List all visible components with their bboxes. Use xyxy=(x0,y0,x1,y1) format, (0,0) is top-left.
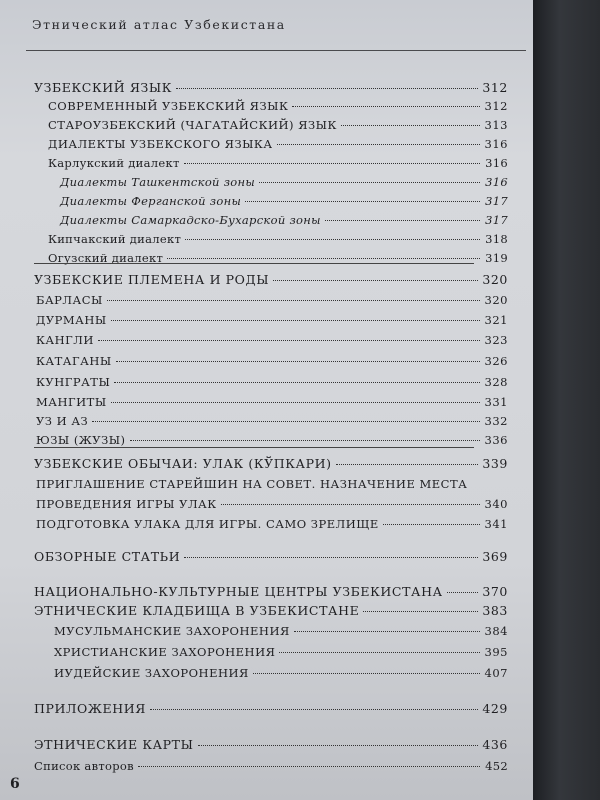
toc-entry-title: МАНГИТЫ xyxy=(36,395,107,409)
toc-entry-title-line1: ПРИГЛАШЕНИЕ СТАРЕЙШИН НА СОВЕТ. НАЗНАЧЕНИЕ МЕСТА xyxy=(36,477,468,491)
toc-entry xyxy=(36,395,508,409)
toc-entry-page: 341 xyxy=(484,517,508,531)
toc-entry-page: 395 xyxy=(484,645,508,659)
toc-leader-dots xyxy=(107,300,480,301)
toc-leader-dots xyxy=(184,163,480,164)
toc-entry-page: 328 xyxy=(484,375,508,389)
toc-entry-page: 369 xyxy=(482,549,508,564)
toc-leader-dots xyxy=(245,201,480,202)
toc-entry-title: ДУРМАНЫ xyxy=(36,313,107,327)
toc-entry-title: Диалекты Ферганской зоны xyxy=(60,194,242,208)
toc-entry xyxy=(34,549,508,564)
toc-leader-dots xyxy=(138,766,480,767)
toc-entry xyxy=(36,497,508,511)
toc-entry xyxy=(60,213,508,227)
toc-entry xyxy=(36,433,508,447)
toc-entry-page: 312 xyxy=(484,99,508,113)
toc-entry-page: 312 xyxy=(482,80,508,95)
toc-leader-dots xyxy=(221,504,480,505)
toc-entry-page: 317 xyxy=(485,213,508,227)
toc-entry-page: 370 xyxy=(482,584,508,599)
toc-leader-dots xyxy=(176,88,478,89)
toc-entry-title: ПРОВЕДЕНИЯ ИГРЫ УЛАК xyxy=(36,497,217,511)
toc-leader-dots xyxy=(277,144,480,145)
toc-leader-dots xyxy=(363,611,478,612)
toc-entry xyxy=(48,156,508,170)
toc-entry xyxy=(34,603,508,618)
toc-entry xyxy=(34,759,508,773)
toc-entry-title: ЮЗЫ (ЖУЗЫ) xyxy=(36,433,126,447)
toc-entry-title: Кипчакский диалект xyxy=(48,232,182,246)
toc-entry-title: Огузский диалект xyxy=(48,251,164,265)
toc-entry-page: 340 xyxy=(484,497,508,511)
toc-leader-dots xyxy=(292,106,480,107)
toc-entry-title: КАТАГАНЫ xyxy=(36,354,112,368)
toc-entry xyxy=(36,517,508,531)
toc-entry-title: УЗ И АЗ xyxy=(36,414,89,428)
toc-entry-page: 436 xyxy=(482,737,508,752)
toc-entry-page: 317 xyxy=(485,194,508,208)
toc-leader-dots xyxy=(114,382,480,383)
toc-leader-dots xyxy=(253,673,480,674)
toc-entry-title: ИУДЕЙСКИЕ ЗАХОРОНЕНИЯ xyxy=(54,666,249,680)
toc-entry-title: ОБЗОРНЫЕ СТАТЬИ xyxy=(34,549,181,564)
toc-entry xyxy=(36,375,508,389)
toc-entry-title: СОВРЕМЕННЫЙ УЗБЕКСКИЙ ЯЗЫК xyxy=(48,99,289,113)
toc-entry-page: 319 xyxy=(485,251,508,265)
toc-entry-page: 316 xyxy=(484,137,508,151)
toc-leader-dots xyxy=(383,524,480,525)
toc-leader-dots xyxy=(130,440,480,441)
toc-entry-title: Карлукский диалект xyxy=(48,156,180,170)
toc-leader-dots xyxy=(116,361,480,362)
toc-entry-title: БАРЛАСЫ xyxy=(36,293,103,307)
toc-entry-title: КАНГЛИ xyxy=(36,333,94,347)
toc-entry-title: УЗБЕКСКИЙ ЯЗЫК xyxy=(34,80,173,95)
toc-entry xyxy=(36,293,508,307)
toc-entry xyxy=(36,354,508,368)
toc-entry xyxy=(60,194,508,208)
toc-entry-page: 320 xyxy=(482,272,508,287)
section-rule xyxy=(34,263,474,264)
toc-leader-dots xyxy=(92,421,480,422)
toc-entry xyxy=(48,232,508,246)
toc-leader-dots xyxy=(167,258,480,259)
toc-entry-title: УЗБЕКСКИЕ ОБЫЧАИ: УЛАК (КЎПКАРИ) xyxy=(34,456,332,471)
toc-entry-page: 326 xyxy=(484,354,508,368)
toc-entry xyxy=(48,137,508,151)
toc-entry-page: 339 xyxy=(482,456,508,471)
toc-entry-title: ЭТНИЧЕСКИЕ КЛАДБИЩА В УЗБЕКИСТАНЕ xyxy=(34,603,360,618)
toc-entry xyxy=(34,456,508,471)
toc-leader-dots xyxy=(294,631,480,632)
page-number: 6 xyxy=(10,776,20,792)
toc-entry-title: КУНГРАТЫ xyxy=(36,375,111,389)
toc-leader-dots xyxy=(150,709,478,710)
toc-entry xyxy=(36,414,508,428)
toc-entry-title: СТАРОУЗБЕКСКИЙ (ЧАГАТАЙСКИЙ) ЯЗЫК xyxy=(48,118,337,132)
toc-entry-page: 384 xyxy=(484,624,508,638)
toc-entry-page: 313 xyxy=(484,118,508,132)
toc-entry-title: ЭТНИЧЕСКИЕ КАРТЫ xyxy=(34,737,194,752)
toc-entry-page: 383 xyxy=(482,603,508,618)
toc-entry-title: Диалекты Самаркадско-Бухарской зоны xyxy=(60,213,321,227)
toc-entry-page: 320 xyxy=(484,293,508,307)
toc-entry xyxy=(34,701,508,716)
toc-entry-page: 336 xyxy=(484,433,508,447)
toc-entry xyxy=(36,333,508,347)
toc-entry xyxy=(34,80,508,95)
toc-leader-dots xyxy=(111,402,480,403)
toc-entry-page: 318 xyxy=(485,232,508,246)
toc-entry xyxy=(36,313,508,327)
toc-entry xyxy=(34,272,508,287)
toc-entry xyxy=(54,666,508,680)
toc-entry xyxy=(54,624,508,638)
toc-leader-dots xyxy=(341,125,480,126)
toc-leader-dots xyxy=(185,239,480,240)
toc-entry xyxy=(48,118,508,132)
toc-entry xyxy=(48,99,508,113)
toc-entry-title: ПРИЛОЖЕНИЯ xyxy=(34,701,146,716)
next-page-edge xyxy=(533,0,600,800)
toc-entry-page: 323 xyxy=(484,333,508,347)
toc-entry-page: 316 xyxy=(485,156,508,170)
toc-leader-dots xyxy=(184,557,478,558)
toc-entry-title: Диалекты Ташкентской зоны xyxy=(60,175,256,189)
toc-entry-page: 429 xyxy=(482,701,508,716)
toc-entry-title: УЗБЕКСКИЕ ПЛЕМЕНА И РОДЫ xyxy=(34,272,270,287)
section-rule xyxy=(34,447,474,448)
toc-entry-title: НАЦИОНАЛЬНО-КУЛЬТУРНЫЕ ЦЕНТРЫ УЗБЕКИСТАНА xyxy=(34,584,443,599)
toc-entry-page: 452 xyxy=(485,759,508,773)
header-rule xyxy=(26,50,526,51)
toc-entry-title: ПОДГОТОВКА УЛАКА ДЛЯ ИГРЫ. САМО ЗРЕЛИЩЕ xyxy=(36,517,379,531)
running-head: Этнический атлас Узбекистана xyxy=(32,17,286,32)
toc-leader-dots xyxy=(98,340,480,341)
toc-entry-title: ДИАЛЕКТЫ УЗБЕКСКОГО ЯЗЫКА xyxy=(48,137,273,151)
toc-entry-page: 331 xyxy=(484,395,508,409)
toc-entry-page: 332 xyxy=(484,414,508,428)
toc-entry-page: 316 xyxy=(485,175,508,189)
toc-entry-page: 321 xyxy=(484,313,508,327)
toc-entry xyxy=(34,584,508,599)
toc-leader-dots xyxy=(273,280,478,281)
toc-entry-title: МУСУЛЬМАНСКИЕ ЗАХОРОНЕНИЯ xyxy=(54,624,290,638)
toc-entry xyxy=(60,175,508,189)
toc-leader-dots xyxy=(447,592,479,593)
toc-entry xyxy=(34,737,508,752)
toc-leader-dots xyxy=(279,652,480,653)
toc-leader-dots xyxy=(336,464,479,465)
toc-entry xyxy=(54,645,508,659)
toc-leader-dots xyxy=(198,745,479,746)
toc-entry-page: 407 xyxy=(484,666,508,680)
toc-entry-title: Список авторов xyxy=(34,759,134,773)
toc-leader-dots xyxy=(111,320,480,321)
toc-leader-dots xyxy=(259,182,480,183)
toc-entry-title: ХРИСТИАНСКИЕ ЗАХОРОНЕНИЯ xyxy=(54,645,276,659)
toc-leader-dots xyxy=(325,220,480,221)
